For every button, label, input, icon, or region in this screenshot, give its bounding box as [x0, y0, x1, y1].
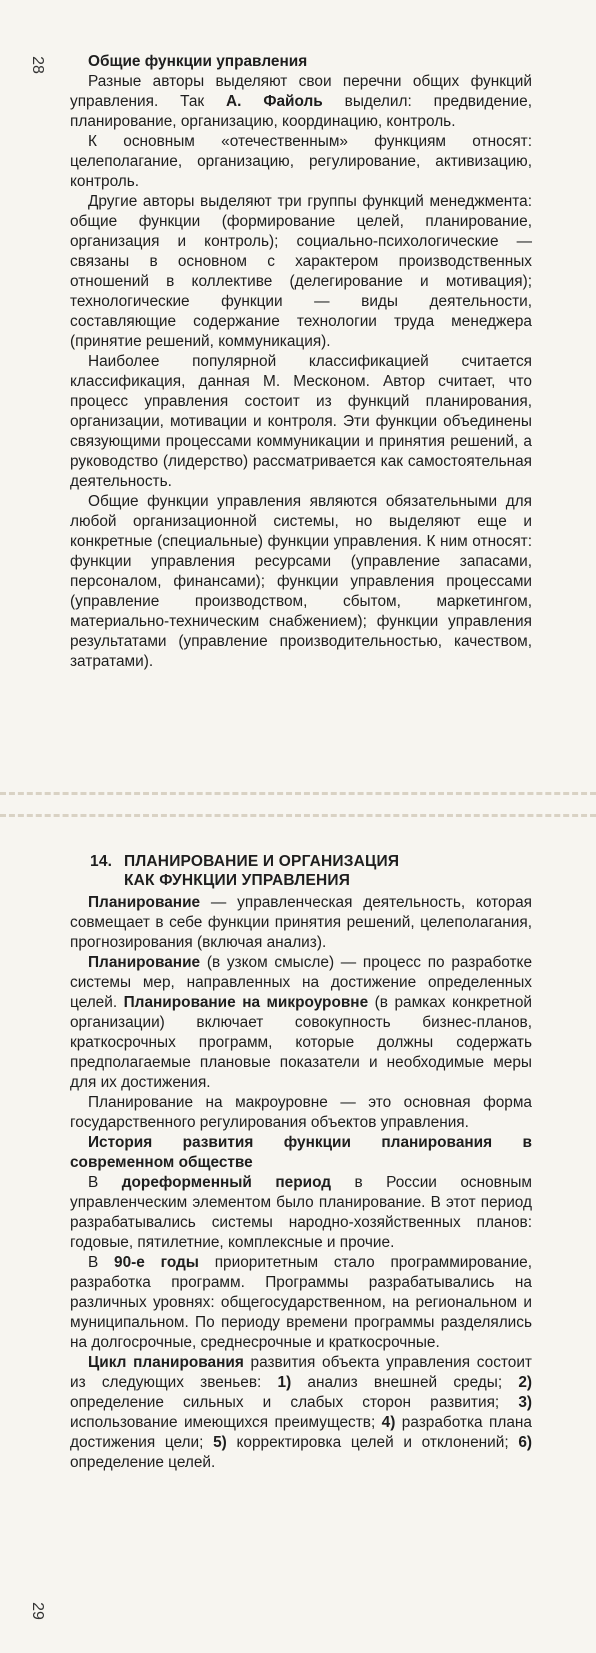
sub-heading: История развития функции планирования в современном обществе: [70, 1134, 532, 1171]
paragraph: Планирование на макроуровне — это основная форма государственного регулирования объектов управления.: [70, 1094, 532, 1131]
chapter-number: 14.: [90, 853, 113, 870]
separator-line: [0, 814, 596, 817]
page-number: 29: [28, 1602, 46, 1620]
chapter-title-line: КАК ФУНКЦИИ УПРАВЛЕНИЯ: [124, 872, 351, 889]
paragraph: К основным «отечественным» функциям относят: целеполагание, организацию, регулирование, активизацию, контроль.: [70, 133, 532, 190]
page-29: [0, 853, 596, 1653]
page-separator: [0, 790, 596, 830]
paragraph: Наиболее популярной классификацией считается классификация, данная М. Месконом. Автор считает, что процесс управления состоит из функций планирования, организации, мотивации и контроля. Эти функции объединены связующими процессами коммуникации и принятия решений, а руководство (лидерство) рассматривается как самостоятельная деятельность.: [70, 353, 532, 490]
paragraph: Цикл планирования развития объекта управления состоит из следующих звеньев: 1) анализ внешней среды; 2) определение сильных и слабых сторон развития; 3) использование имеющихся преимуществ; 4) разработка плана достижения цели; 5) корректировка целей и отклонений; 6) определение целей.: [70, 1354, 533, 1471]
paragraph: Планирование — управленческая деятельность, которая совмещает в себе функции принятия решений, целеполагания, прогнозирования (включая анализ).: [70, 894, 532, 951]
separator-line: [0, 792, 596, 795]
paragraph: Другие авторы выделяют три группы функций менеджмента: общие функции (формирование целей, планирование, организация и контроль); социально-психологические — связаны в основном с характером производственных отношений в коллективе (делегирование и мотивация); технологические функции — виды деятельности, составляющие содержание технологии труда менеджера (принятие решений, коммуникация).: [70, 193, 532, 350]
chapter-heading: [90, 852, 532, 890]
paragraph: В дореформенный период в России основным управленческим элементом было планирование. В этот период разрабатывались системы народно-хозяйственных планов: годовые, пятилетние, комплексные и прочие.: [70, 1174, 532, 1251]
paragraph: В 90-е годы приоритетным стало программирование, разработка программ. Программы разрабатывались на различных уровнях: общегосударственном, на региональном и муниципальном. По периоду времени программы разделялись на долгосрочные, среднесрочные и краткосрочные.: [70, 1254, 532, 1351]
section-heading: Общие функции управления: [88, 53, 308, 70]
paragraph: Общие функции управления являются обязательными для любой организационной системы, но выделяют еще и конкретные (специальные) функции управления. К ним относят: функции управления ресурсами (управление запасами, персоналом, финансами); функции управления процессами (управление производством, сбытом, маркетингом, материально-техническим снабжением); функции управления результатами (управление производительностью, качеством, затратами).: [70, 493, 532, 670]
page-number: 28: [28, 56, 46, 74]
page-28: [0, 0, 596, 760]
paragraph: Планирование (в узком смысле) — процесс по разработке системы мер, направленных на достижение определенных целей. Планирование на микроуровне (в рамках конкретной организации) включает совокупность бизнес-планов, краткосрочных программ, которые должны содержать предполагаемые плановые показатели и необходимые меры для их достижения.: [70, 954, 532, 1091]
chapter-title-line: ПЛАНИРОВАНИЕ И ОРГАНИЗАЦИЯ: [124, 853, 400, 870]
page-text-column: [70, 852, 532, 1473]
paragraph: Разные авторы выделяют свои перечни общих функций управления. Так А. Файоль выделил: предвидение, планирование, организацию, координацию, контроль.: [70, 73, 532, 130]
page-text-column: [70, 52, 532, 672]
